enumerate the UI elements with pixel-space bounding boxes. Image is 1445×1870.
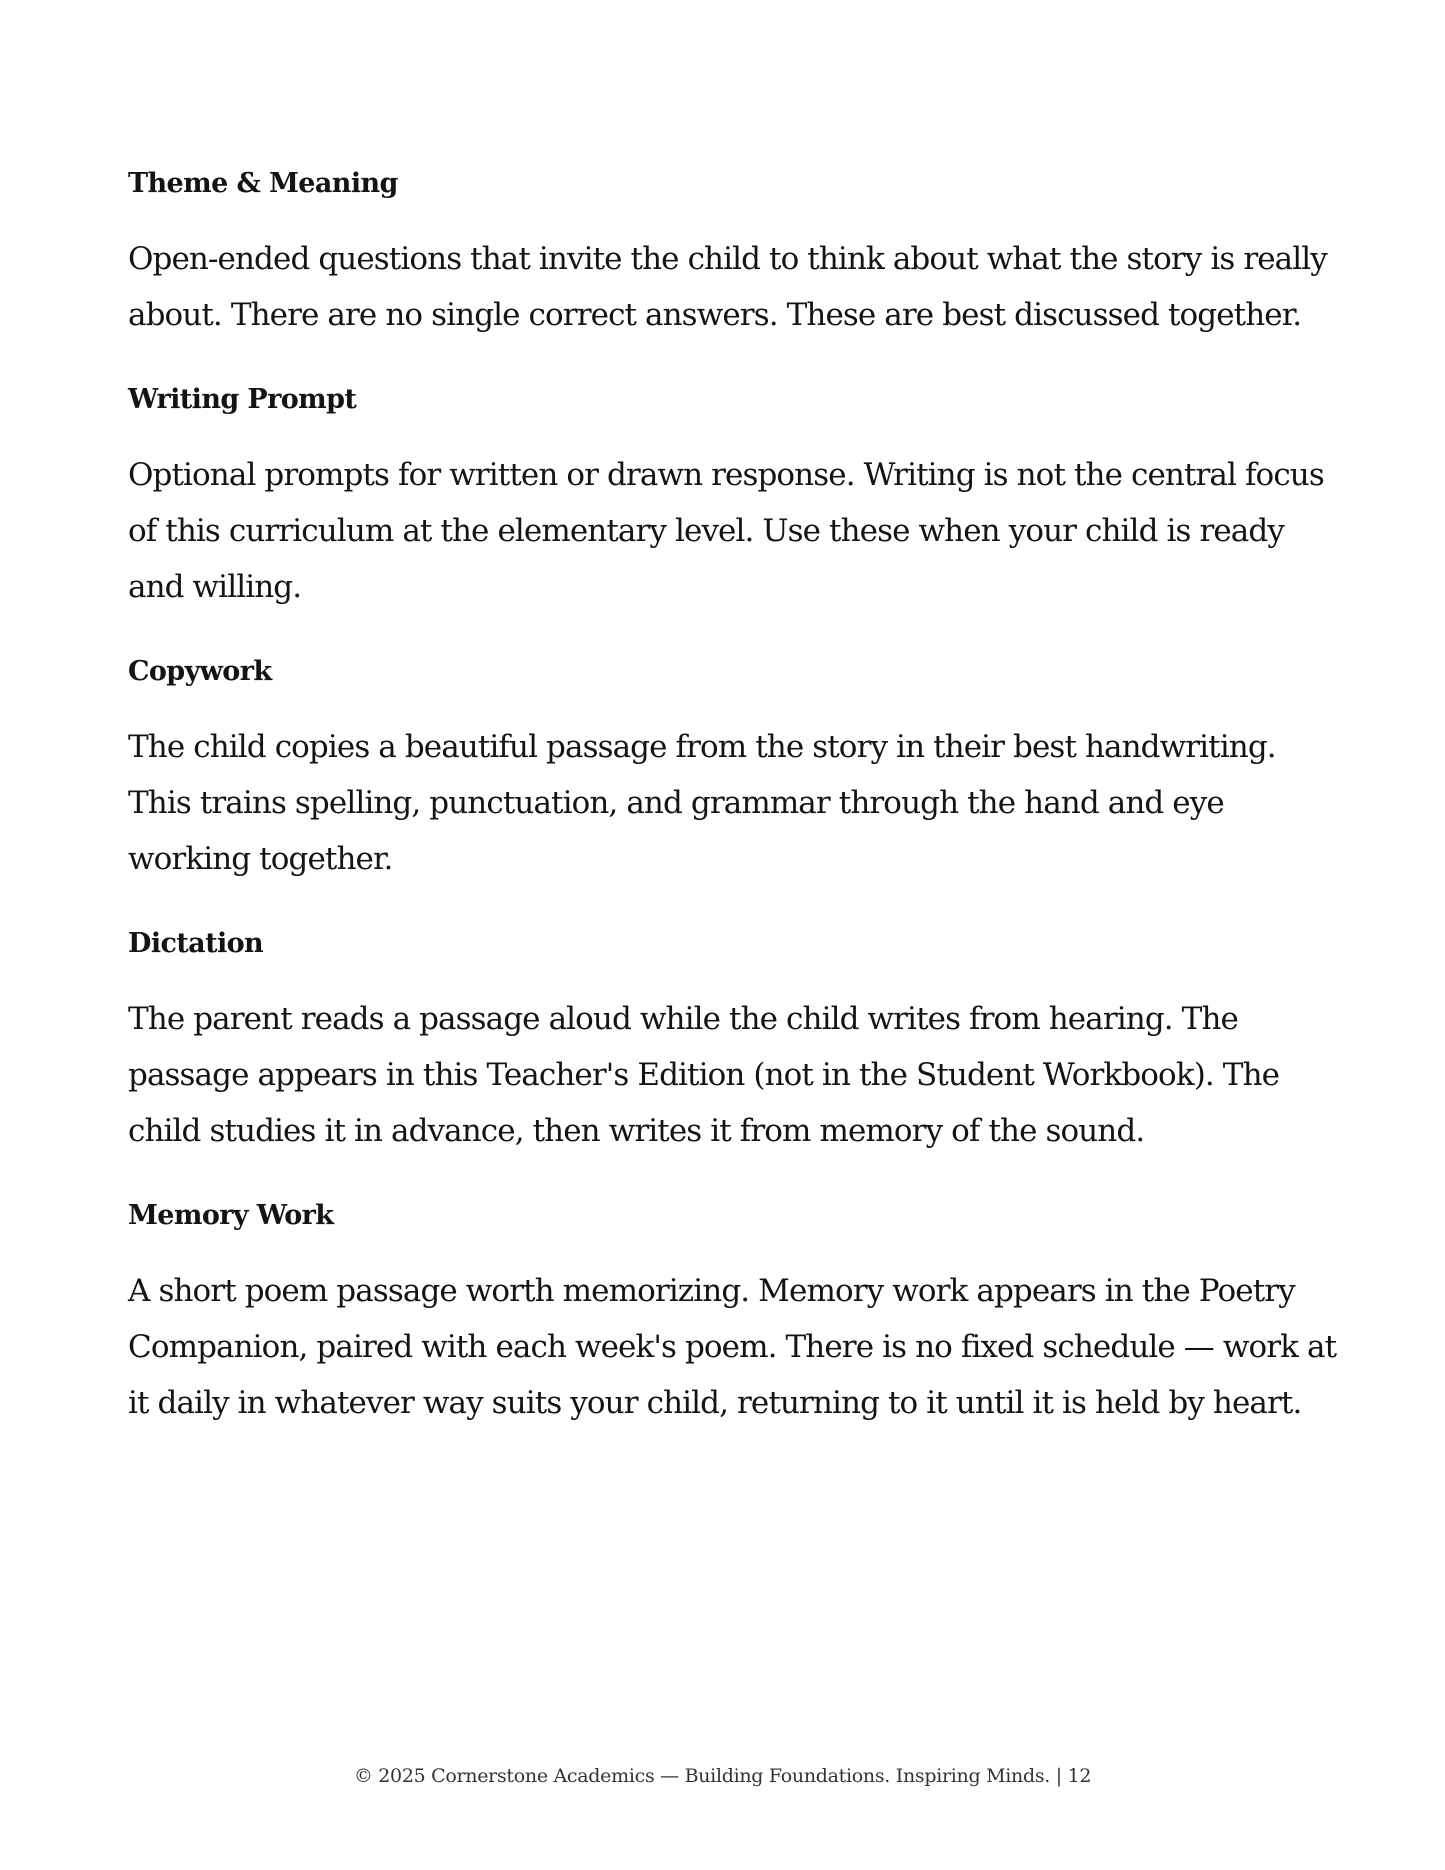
page-content [128, 164, 1338, 1468]
section-theme-meaning [128, 164, 1338, 343]
section-writing-prompt [128, 380, 1338, 615]
section-heading: Copywork [128, 656, 272, 687]
section-copywork [128, 652, 1338, 887]
section-heading: Writing Prompt [128, 384, 357, 415]
section-memory-work [128, 1196, 1338, 1431]
section-heading: Dictation [128, 928, 264, 959]
section-dictation [128, 924, 1338, 1159]
section-body: The child copies a beautiful passage from the story in their best handwriting. This trains spelling, punctuation, and grammar through the hand and eye working together. [128, 729, 1276, 877]
section-body: The parent reads a passage aloud while the child writes from hearing. The passage appears in this Teacher's Edition (not in the Student Workbook). The child studies it in advance, then writes it from memory of the sound. [128, 1001, 1280, 1149]
section-body: A short poem passage worth memorizing. Memory work appears in the Poetry Companion, paired with each week's poem. There is no fixed schedule — work at it daily in whatever way suits your child, returning to it until it is held by heart. [128, 1273, 1337, 1421]
page-footer: © 2025 Cornerstone Academics — Building Foundations. Inspiring Minds. | 12 [353, 1765, 1092, 1787]
section-heading: Memory Work [128, 1200, 334, 1231]
section-body: Open-ended questions that invite the child to think about what the story is really about. There are no single correct answers. These are best discussed together. [128, 241, 1327, 333]
section-body: Optional prompts for written or drawn response. Writing is not the central focus of this curriculum at the elementary level. Use these when your child is ready and willing. [128, 457, 1324, 605]
section-heading: Theme & Meaning [128, 168, 398, 199]
